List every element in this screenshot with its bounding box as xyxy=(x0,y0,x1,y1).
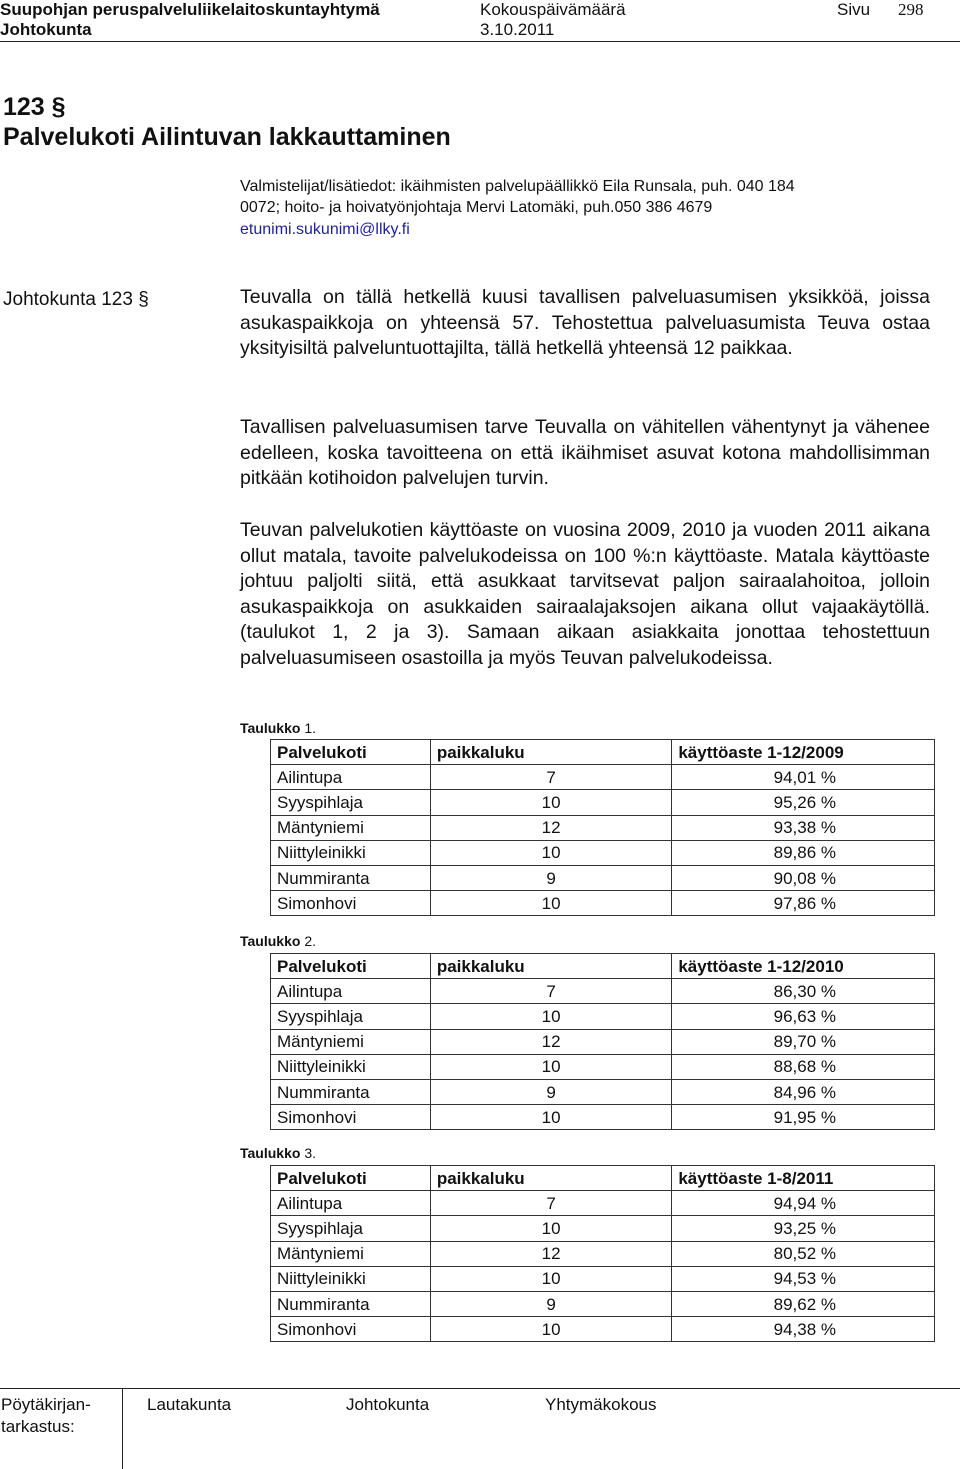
table-1 xyxy=(270,739,935,916)
cell-paikkaluku: 9 xyxy=(430,1291,672,1316)
cell-paikkaluku: 7 xyxy=(430,979,672,1004)
table-caption-3-number: 3. xyxy=(304,1145,316,1161)
header-organization: Suupohjan peruspalveluliikelaitoskuntayhtymä xyxy=(0,0,380,19)
table-header-cell: Palvelukoti xyxy=(271,954,431,979)
table-row xyxy=(271,840,935,865)
cell-paikkaluku: 12 xyxy=(430,1029,672,1054)
table-row xyxy=(271,979,935,1004)
email-link[interactable]: etunimi.sukunimi@llky.fi xyxy=(240,221,410,238)
cell-kayttoaste: 80,52 % xyxy=(672,1241,935,1266)
table-row xyxy=(271,1266,935,1291)
table-caption-1-label: Taulukko xyxy=(240,720,301,736)
table-row xyxy=(271,1105,935,1130)
cell-paikkaluku: 10 xyxy=(430,1317,672,1342)
cell-palvelukoti: Syyspihlaja xyxy=(271,1004,431,1029)
cell-paikkaluku: 12 xyxy=(430,815,672,840)
cell-paikkaluku: 10 xyxy=(430,1216,672,1241)
cell-paikkaluku: 10 xyxy=(430,790,672,815)
header-date: 3.10.2011 xyxy=(480,20,555,39)
cell-kayttoaste: 94,38 % xyxy=(672,1317,935,1342)
cell-kayttoaste: 89,70 % xyxy=(672,1029,935,1054)
cell-kayttoaste: 88,68 % xyxy=(672,1054,935,1079)
table-row xyxy=(271,1317,935,1342)
cell-kayttoaste: 89,86 % xyxy=(672,840,935,865)
table-row xyxy=(271,1079,935,1104)
cell-palvelukoti: Niittyleinikki xyxy=(271,840,431,865)
cell-kayttoaste: 95,26 % xyxy=(672,790,935,815)
table-row xyxy=(271,790,935,815)
cell-paikkaluku: 12 xyxy=(430,1241,672,1266)
header-page-number: 298 xyxy=(898,0,924,19)
table-3 xyxy=(270,1165,935,1342)
cell-palvelukoti: Syyspihlaja xyxy=(271,790,431,815)
cell-palvelukoti: Mäntyniemi xyxy=(271,1241,431,1266)
cell-kayttoaste: 94,94 % xyxy=(672,1191,935,1216)
header-page-label: Sivu xyxy=(837,0,871,19)
table-2 xyxy=(270,953,935,1130)
cell-paikkaluku: 10 xyxy=(430,840,672,865)
cell-palvelukoti: Simonhovi xyxy=(271,1317,431,1342)
cell-palvelukoti: Mäntyniemi xyxy=(271,815,431,840)
table-row xyxy=(271,1054,935,1079)
cell-kayttoaste: 86,30 % xyxy=(672,979,935,1004)
cell-paikkaluku: 9 xyxy=(430,1079,672,1104)
table-caption-3 xyxy=(240,1144,316,1162)
table-header-cell: käyttöaste 1-12/2010 xyxy=(672,954,935,979)
footer-rule xyxy=(0,1388,960,1389)
table-header-cell: käyttöaste 1-12/2009 xyxy=(672,740,935,765)
cell-kayttoaste: 84,96 % xyxy=(672,1079,935,1104)
table-row xyxy=(271,1004,935,1029)
cell-palvelukoti: Niittyleinikki xyxy=(271,1266,431,1291)
page-title: Palvelukoti Ailintuvan lakkauttaminen xyxy=(3,123,451,151)
footer-col-johtokunta: Johtokunta xyxy=(346,1395,430,1414)
section-heading xyxy=(3,92,66,122)
table-row xyxy=(271,865,935,890)
paragraph-3: Teuvan palvelukotien käyttöaste on vuosina 2009, 2010 ja vuoden 2011 aikana ollut matala, tavoite palvelukodeissa on 100 %:n käyttöaste. Matala käyttöaste johtuu paljolti siitä, että asukkaat tarvitsevat paljon sairaalahoitoa, jolloin asukaspaikkoja on asukkaiden sairaalajaksojen aikana ollut vajaakäytöllä. (taulukot 1, 2 ja 3). Samaan aikaan asiakkaita jonottaa tehostettuun palveluasumiseen osastoilla ja myös Teuvan palvelukodeissa. xyxy=(240,519,930,669)
signature-footer xyxy=(0,1388,960,1469)
cell-kayttoaste: 94,01 % xyxy=(672,765,935,790)
cell-paikkaluku: 10 xyxy=(430,1054,672,1079)
table-row xyxy=(271,1241,935,1266)
preparers-line-1: Valmistelijat/lisätiedot: ikäihmisten palvelupäällikkö Eila Runsala, puh. 040 184 xyxy=(240,178,795,195)
footer-col-yhtymakokous: Yhtymäkokous xyxy=(545,1395,657,1414)
table-header-row xyxy=(271,740,935,765)
cell-palvelukoti: Ailintupa xyxy=(271,979,431,1004)
cell-palvelukoti: Syyspihlaja xyxy=(271,1216,431,1241)
cell-palvelukoti: Nummiranta xyxy=(271,1291,431,1316)
cell-palvelukoti: Ailintupa xyxy=(271,1191,431,1216)
table-header-cell: paikkaluku xyxy=(430,740,672,765)
table-caption-2-label: Taulukko xyxy=(240,933,301,949)
cell-paikkaluku: 10 xyxy=(430,1266,672,1291)
header-rule xyxy=(0,41,960,42)
cell-paikkaluku: 10 xyxy=(430,891,672,916)
cell-palvelukoti: Nummiranta xyxy=(271,1079,431,1104)
cell-paikkaluku: 7 xyxy=(430,765,672,790)
cell-kayttoaste: 93,38 % xyxy=(672,815,935,840)
cell-kayttoaste: 97,86 % xyxy=(672,891,935,916)
cell-kayttoaste: 90,08 % xyxy=(672,865,935,890)
header-body-name: Johtokunta xyxy=(0,20,92,39)
table-caption-1-number: 1. xyxy=(304,720,316,736)
cell-palvelukoti: Mäntyniemi xyxy=(271,1029,431,1054)
table-row xyxy=(271,891,935,916)
cell-kayttoaste: 93,25 % xyxy=(672,1216,935,1241)
cell-kayttoaste: 96,63 % xyxy=(672,1004,935,1029)
table-caption-1 xyxy=(240,719,316,737)
board-label-sign: § xyxy=(138,289,149,310)
cell-kayttoaste: 94,53 % xyxy=(672,1266,935,1291)
footer-divider xyxy=(122,1388,123,1469)
cell-paikkaluku: 10 xyxy=(430,1105,672,1130)
board-label xyxy=(3,287,149,312)
table-row xyxy=(271,815,935,840)
footer-check-label-2: tarkastus: xyxy=(1,1417,75,1436)
preparers-line-2: 0072; hoito- ja hoivatyönjohtaja Mervi Latomäki, puh.050 386 4679 xyxy=(240,199,713,216)
cell-palvelukoti: Simonhovi xyxy=(271,891,431,916)
paragraph-2: Tavallisen palveluasumisen tarve Teuvalla on vähitellen vähentynyt ja vähenee edelleen, koska tavoitteena on että ikäihmiset asuvat kotona mahdollisimman pitkään kotihoidon palvelujen turvin. xyxy=(240,416,930,490)
section-sign: § xyxy=(51,93,66,121)
table-row xyxy=(271,1029,935,1054)
table-row xyxy=(271,1216,935,1241)
cell-paikkaluku: 7 xyxy=(430,1191,672,1216)
table-header-cell: Palvelukoti xyxy=(271,1166,431,1191)
cell-paikkaluku: 10 xyxy=(430,1004,672,1029)
cell-palvelukoti: Simonhovi xyxy=(271,1105,431,1130)
table-header-cell: Palvelukoti xyxy=(271,740,431,765)
cell-palvelukoti: Niittyleinikki xyxy=(271,1054,431,1079)
footer-check-label-1: Pöytäkirjan- xyxy=(1,1395,91,1414)
cell-kayttoaste: 91,95 % xyxy=(672,1105,935,1130)
cell-kayttoaste: 89,62 % xyxy=(672,1291,935,1316)
table-caption-2 xyxy=(240,932,316,950)
table-row xyxy=(271,1191,935,1216)
board-label-text: Johtokunta 123 xyxy=(3,289,133,310)
paragraph-1: Teuvalla on tällä hetkellä kuusi tavallisen palveluasumisen yksikköä, joissa asukaspaikkoja on yhteensä 57. Tehostettua palveluasumista Teuva ostaa yksityisiltä palveluntuottajilta, tällä hetkellä yhteensä 12 paikkaa. xyxy=(240,286,930,360)
table-header-row xyxy=(271,954,935,979)
table-header-cell: käyttöaste 1-8/2011 xyxy=(672,1166,935,1191)
cell-paikkaluku: 9 xyxy=(430,865,672,890)
table-header-cell: paikkaluku xyxy=(430,1166,672,1191)
table-row xyxy=(271,765,935,790)
cell-palvelukoti: Ailintupa xyxy=(271,765,431,790)
header-date-label: Kokouspäivämäärä xyxy=(480,0,626,19)
table-header-cell: paikkaluku xyxy=(430,954,672,979)
table-caption-3-label: Taulukko xyxy=(240,1145,301,1161)
table-caption-2-number: 2. xyxy=(304,933,316,949)
footer-col-lautakunta: Lautakunta xyxy=(147,1395,232,1414)
cell-palvelukoti: Nummiranta xyxy=(271,865,431,890)
section-number: 123 xyxy=(3,93,45,121)
table-header-row xyxy=(271,1166,935,1191)
table-row xyxy=(271,1291,935,1316)
